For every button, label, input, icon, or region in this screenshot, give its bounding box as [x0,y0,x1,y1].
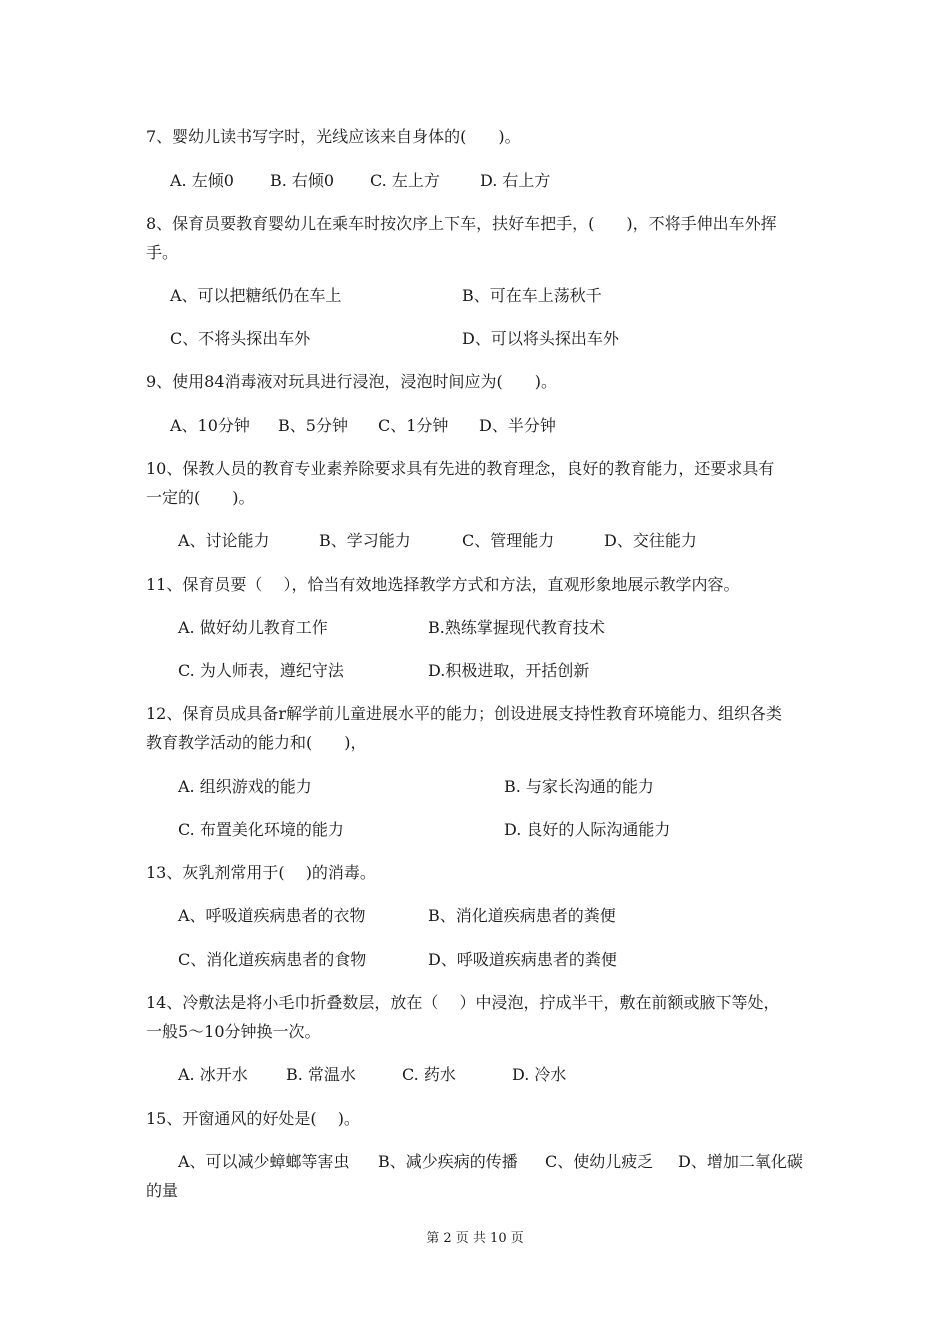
question-12-option-a: A. 组织游戏的能力 [178,777,312,796]
question-11-option-a: A. 做好幼儿教育工作 [178,618,328,637]
question-9-stem: 9、使用84消毒液对玩具进行浸泡，浸泡时间应为( )。 [146,372,558,391]
question-15-stem: 15、开窗通风的好处是( )。 [146,1109,360,1128]
question-8-stem-line-1: 8、保育员要教育婴幼儿在乘车时按次序上下车，扶好车把手，( )，不将手伸出车外挥 [146,214,777,233]
question-14-stem-line-1: 14、冷敷法是将小毛巾折叠数层，放在（ ）中浸泡，拧成半干，敷在前额或腋下等处， [146,993,780,1012]
question-8-option-c: C、不将头探出车外 [170,329,311,348]
question-9-option-a: A、10分钟 [170,416,250,435]
question-14-option-c: C. 药水 [402,1065,456,1084]
question-10-option-c: C、管理能力 [462,531,555,550]
question-7-option-c: C. 左上方 [370,171,440,190]
question-9-option-c: C、1分钟 [378,416,449,435]
question-8-option-d: D、可以将头探出车外 [462,329,619,348]
question-15-option-b: B、减少疾病的传播 [378,1152,518,1171]
question-10-option-b: B、学习能力 [319,531,411,550]
question-7-stem: 7、婴幼儿读书写字时，光线应该来自身体的( )。 [146,127,521,146]
question-9-option-d: D、半分钟 [479,416,556,435]
question-12-option-d: D. 良好的人际沟通能力 [504,820,671,839]
question-12-stem-line-2: 教育教学活动的能力和( )， [146,733,367,752]
question-12-option-c: C. 布置美化环境的能力 [178,820,344,839]
page-footer: 第 2 页 共 10 页 [426,1231,524,1246]
question-7-option-a: A. 左倾0 [170,171,234,190]
question-10-option-d: D、交往能力 [604,531,697,550]
question-11-option-c: C. 为人师表，遵纪守法 [178,661,344,680]
question-7-option-d: D. 右上方 [480,171,551,190]
question-9-option-b: B、5分钟 [278,416,348,435]
question-8-option-b: B、可在车上荡秋千 [462,286,602,305]
question-14-option-b: B. 常温水 [286,1065,356,1084]
question-13-option-b: B、消化道疾病患者的粪便 [428,906,616,925]
question-13-stem: 13、灰乳剂常用于( )的消毒。 [146,863,376,882]
question-8-stem-line-2: 手。 [146,243,179,262]
question-14-option-d: D. 冷水 [512,1065,567,1084]
question-12-option-b: B. 与家长沟通的能力 [504,777,654,796]
question-12-stem-line-1: 12、保育员成具备r解学前儿童进展水平的能力；创设进展支持性教育环境能力、组织各类 [146,704,783,723]
question-10-option-a: A、讨论能力 [178,531,270,550]
question-7-option-b: B. 右倾0 [270,171,335,190]
question-15-option-wrap: 的量 [146,1181,179,1200]
question-14-stem-line-2: 一般5～10分钟换一次。 [146,1022,321,1041]
question-10-stem-line-2: 一定的( )。 [146,488,255,507]
question-15-option-d: D、增加二氧化碳 [678,1152,803,1171]
question-11-option-d: D.积极进取，开括创新 [428,661,590,680]
question-11-stem: 11、保育员要（ ），恰当有效地选择教学方式和方法，直观形象地展示教学内容。 [146,575,740,594]
question-14-option-a: A. 冰开水 [178,1065,248,1084]
question-10-stem-line-1: 10、保教人员的教育专业素养除要求具有先进的教育理念，良好的教育能力，还要求具有 [146,459,775,478]
question-13-option-d: D、呼吸道疾病患者的粪便 [428,950,617,969]
question-15-option-a: A、可以减少蟑螂等害虫 [178,1152,350,1171]
question-11-option-b: B.熟练掌握现代教育技术 [428,618,605,637]
question-8-option-a: A、可以把糖纸仍在车上 [170,286,342,305]
question-15-option-c: C、使幼儿疲乏 [545,1152,654,1171]
question-13-option-c: C、消化道疾病患者的食物 [178,950,367,969]
question-13-option-a: A、呼吸道疾病患者的衣物 [178,906,366,925]
